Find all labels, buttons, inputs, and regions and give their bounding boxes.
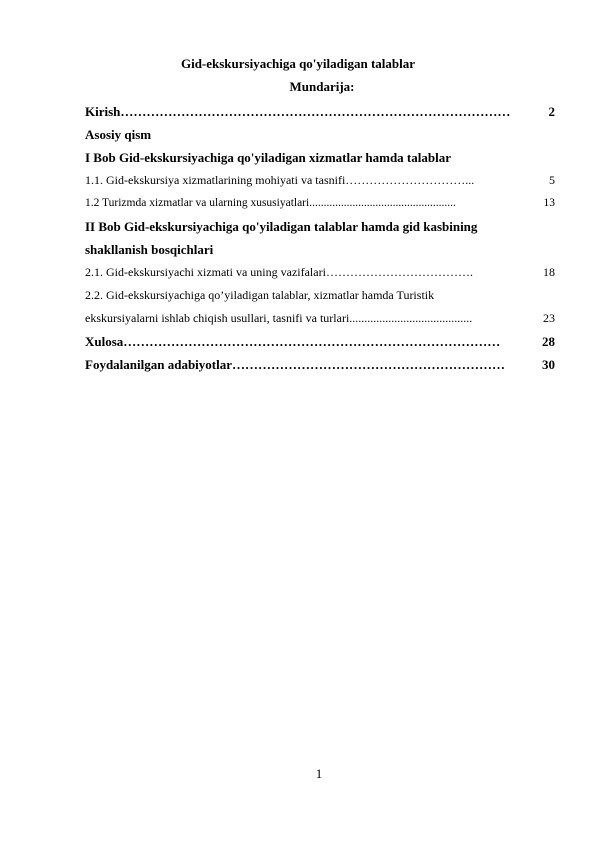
- toc-page-number: 2: [549, 100, 556, 123]
- toc-entry-title: ekskursiyalarni ishlab chiqish usullari, tasnifi va turlari: [85, 311, 350, 325]
- toc-entry-title: II Bob Gid-ekskursiyachiga qo'yiladigan talablar hamda gid kasbining: [85, 219, 478, 234]
- page-number: 1: [315, 766, 323, 781]
- toc-entry-title: 1.2 Turizmda xizmatlar va ularning xususiyatlari: [85, 197, 310, 209]
- toc-leader-dots: …………………………...: [345, 173, 475, 187]
- toc-entry: [85, 353, 555, 376]
- toc-entry-title: Foydalanilgan adabiyotlar: [85, 357, 232, 372]
- toc-heading: Mundarija:: [289, 79, 355, 94]
- toc-entry: [85, 330, 555, 353]
- toc-entry: [85, 215, 555, 238]
- table-of-contents: [85, 100, 555, 376]
- toc-page-number: 5: [549, 169, 555, 192]
- toc-leader-dots: ……………………………………………………………………………: [123, 334, 501, 349]
- toc-page-number: 28: [542, 330, 555, 353]
- toc-leader-dots: .........................................: [349, 311, 473, 325]
- toc-entry-title: Xulosa: [85, 334, 124, 349]
- toc-entry: [85, 284, 555, 307]
- toc-entry-title: 1.1. Gid-ekskursiya xizmatlarining mohiyati va tasnifi: [85, 173, 346, 187]
- toc-leader-dots: ………………………………………………………: [232, 357, 505, 372]
- toc-entry: [85, 238, 555, 261]
- toc-leader-dots: ...................................................: [309, 197, 456, 209]
- toc-entry: [85, 192, 555, 215]
- document-title: Gid-ekskursiyachiga qo'yiladigan talablar: [180, 56, 416, 71]
- toc-entry: [85, 100, 555, 123]
- toc-entry-title: Asosiy qism: [85, 127, 152, 142]
- toc-page-number: 18: [543, 261, 555, 284]
- toc-entry-title: shakllanish bosqichlari: [85, 242, 214, 257]
- toc-page-number: 23: [543, 307, 555, 330]
- toc-entry: [85, 123, 555, 146]
- toc-leader-dots: ……………………………….: [325, 265, 473, 279]
- toc-entry-title: 2.1. Gid-ekskursiyachi xizmati va uning vazifalari: [85, 265, 326, 279]
- toc-entry: [85, 261, 555, 284]
- toc-entry: [85, 169, 555, 192]
- toc-leader-dots: ………………………………………………………………………………: [120, 104, 511, 119]
- toc-entry-title: I Bob Gid-ekskursiyachiga qo'yiladigan xizmatlar hamda talablar: [85, 150, 451, 165]
- toc-entry-title: 2.2. Gid-ekskursiyachiga qo’yiladigan talablar, xizmatlar hamda Turistik: [85, 288, 435, 302]
- toc-page-number: 13: [544, 192, 556, 215]
- toc-entry: [85, 307, 555, 330]
- toc-entry: [85, 146, 555, 169]
- toc-page-number: 30: [542, 353, 555, 376]
- toc-entry-title: Kirish: [85, 104, 121, 119]
